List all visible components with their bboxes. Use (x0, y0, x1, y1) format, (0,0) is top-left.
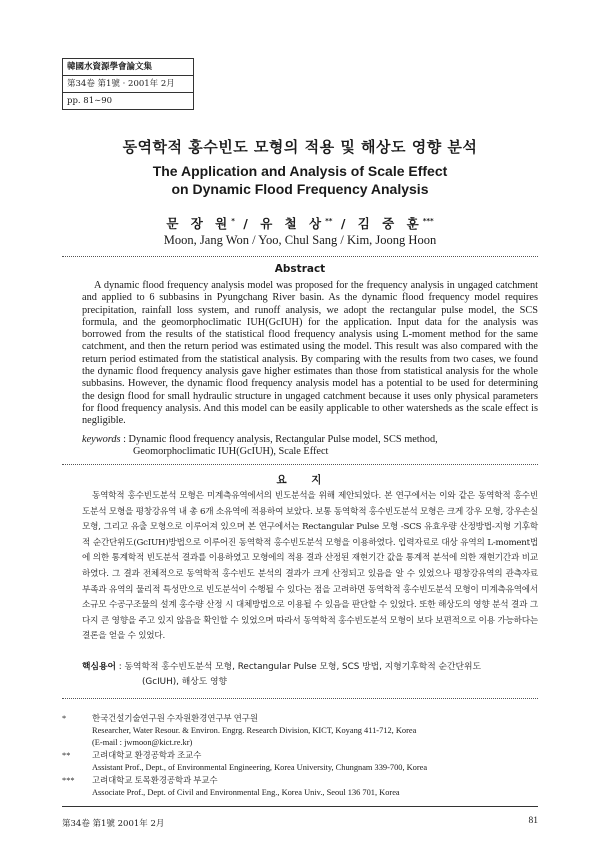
divider-dotted (62, 256, 538, 257)
keywords-line2: Geomorphoclimatic IUH(GcIUH), Scale Effect (133, 446, 329, 458)
yoji-keywords (82, 660, 538, 690)
page-number: 81 (528, 816, 538, 826)
footnote-2 (62, 750, 538, 774)
author-separator: / (234, 216, 261, 231)
journal-pages: pp. 81∼90 (63, 92, 193, 109)
author-2-name: 유 철 상 (260, 216, 326, 231)
footnote-3-ko: 고려대학교 토목환경공학과 부교수 (92, 776, 218, 785)
author-2-mark: ** (325, 216, 333, 225)
abstract-text: A dynamic flood frequency analysis model was proposed for the frequency analysis in ungaged catchment and applied to 6 subbasins in Pyungchang River basin. As the dynamic flood frequency model requires precipitation, rainfall loss system, and runoff analysis, we adopt the rectangular pulse model, the SCS formula, and the geomorphoclimatic IUH(GcIUH) for the application. Input data for the analysis was borrowed from the results of the statistical flood frequency analysis using L-moment method for the same catchment, and then the return period was estimated using the model. This result was also compared with the return period estimated from the statistical analysis. By comparing with the results from two cases, we found the dynamic flood frequency analysis gave higher estimates than those from statistical analysis for the whole subbasins. However, the dynamic flood frequency analysis model has a potential to be used for determining the design flood for small hydraulic structure in ungaged catchment because it uses only physical parameters for flood frequency analysis. And this model can be easily applicable to other watersheds as the scale effect is negligible. (82, 280, 538, 427)
footnote-3-mark: *** (62, 776, 75, 785)
journal-name: 韓國水資源學會論文集 (67, 62, 153, 72)
author-1-mark: * (231, 216, 235, 225)
footer-rule (62, 806, 538, 807)
title-english-line1: The Application and Analysis of Scale Effect (152, 163, 448, 179)
footnote-1-mark: * (62, 714, 67, 723)
footnote-2-en: Assistant Prof., Dept., of Environmental Engineering, Korea University, Chungnam 339-700, Korea (92, 763, 428, 772)
yoji-keywords-label: 핵심용어 (82, 662, 116, 672)
divider-dotted (62, 464, 538, 465)
divider-dotted (62, 698, 538, 699)
footnote-2-mark: ** (62, 751, 71, 760)
footnote-1 (62, 713, 538, 749)
author-3-name: 김 중 훈 (357, 216, 423, 231)
footnote-1-email: (E-mail : jwmoon@kict.re.kr) (92, 738, 193, 747)
title-korean: 동역학적 홍수빈도 모형의 적용 및 해상도 영향 분석 (122, 138, 478, 156)
journal-issue: 第34卷 第1號 · 2001年 2月 (63, 75, 193, 92)
keywords-label: keywords (82, 434, 121, 445)
title-english-line2: on Dynamic Flood Frequency Analysis (171, 181, 429, 197)
footnote-1-ko: 한국건설기술연구원 수자원환경연구부 연구원 (92, 714, 258, 723)
authors-korean (0, 214, 600, 232)
abstract-keywords (82, 434, 538, 459)
footnote-3-en: Associate Prof., Dept. of Civil and Environmental Eng., Korea Univ., Seoul 136 701, Korea (92, 788, 400, 797)
yoji-heading: 요 지 (276, 474, 324, 486)
journal-info-box (62, 58, 194, 110)
footnote-3 (62, 775, 538, 799)
yoji-keywords-line1: : 동역학적 홍수빈도분석 모형, Rectangular Pulse 모형, SCS 방법, 지형기후학적 순간단위도 (118, 662, 482, 672)
author-1-name: 문 장 원 (166, 216, 232, 231)
keywords-line1: : Dynamic flood frequency analysis, Rectangular Pulse model, SCS method, (123, 434, 438, 445)
authors-english: Moon, Jang Won / Yoo, Chul Sang / Kim, Joong Hoon (163, 233, 437, 247)
yoji-text: 동역학적 홍수빈도분석 모형은 미계측유역에서의 빈도분석을 위해 제안되었다. 본 연구에서는 이와 같은 동역학적 홍수빈도분석 모형을 평창강유역 내 총 6개 소유역에 적용하여 보았다. 보통 동역학적 홍수빈도분석 모형은 크게 강우 모형, 강우손실 모형, 그리고 유출 모형으로 이루어져 있으며 본 연구에서는 Rectangular Pulse 모형 -SCS 유효우량 산정방법-지형 기후학적 순간단위도(GcIUH)방법으로 이루어진 동역학적 홍수빈도분석 모형을 이용하였다. 입력자료로 대상 유역의 L-moment법에 의한 통계학적 빈도분석 결과를 이용하였고 모형에의 적용 결과 산정된 재현기간 값을 통계적 분석에 의한 재현기간과 비교하였다. 그 결과 전체적으로 동역학적 홍수빈도 분석의 결과가 크게 산정되고 있음을 알 수 있었으나 평창강유역의 관측자료 부족과 유역의 물리적 특성만으로 빈도분석이 수행될 수 있다는 점을 고려하면 동역학적 홍수빈도분석 모형이 미계측유역에서 소규모 수공구조물의 설계 홍수량 산정 시 대체방법으로 이용될 수 있음을 판단할 수 있었다. 또한 해상도의 영향 분석 결과 그다지 큰 영향을 주고 있지 않음을 확인할 수 있었으며 따라서 동역학적 홍수빈도분석 모형이 보다 보편적으로 이용 가능하다는 결론을 얻을 수 있었다. (82, 491, 538, 642)
author-3-mark: *** (422, 216, 434, 225)
author-separator: / (332, 216, 358, 231)
footer-issue: 第34卷 第1號 2001年 2月 (62, 819, 165, 829)
yoji-keywords-line2: (GcIUH), 해상도 영향 (142, 677, 228, 687)
abstract-heading: Abstract (274, 263, 326, 275)
footnote-1-en: Researcher, Water Resour. & Environ. Engrg. Research Division, KICT, Koyang 411-712, Korea (92, 726, 417, 735)
title-english (0, 162, 600, 198)
footnote-2-ko: 고려대학교 환경공학과 조교수 (92, 751, 202, 760)
